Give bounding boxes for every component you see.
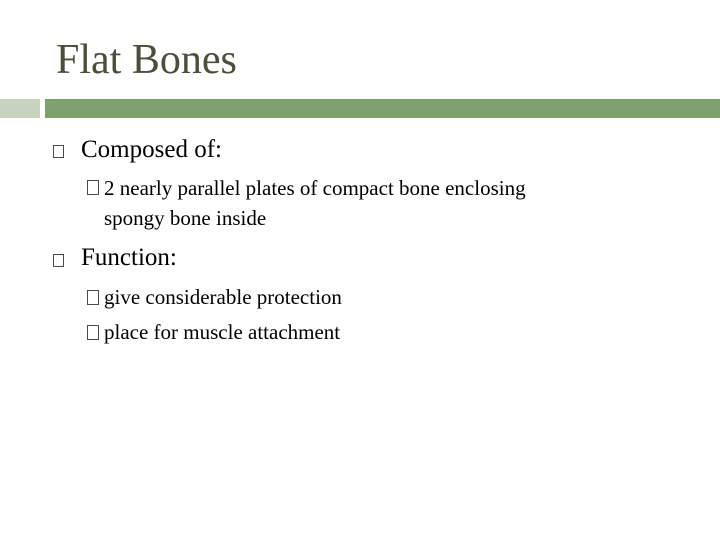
sub-bullet-box-icon [87,180,99,195]
sub-bullet-box-icon [87,325,99,340]
slide-title: Flat Bones [56,37,237,83]
section-heading-composed: Composed of: [81,136,222,163]
title-rule-right [45,99,720,118]
bullet-box-icon [53,145,64,158]
sub-bullet-box-icon [87,290,99,305]
section-heading-function: Function: [81,244,177,271]
composed-item-line-1: 2 nearly parallel plates of compact bone enclosing [104,176,526,200]
function-item-protection: give considerable protection [104,285,342,309]
bullet-box-icon [53,254,64,267]
title-rule-left [0,99,40,118]
function-item-attachment: place for muscle attachment [104,320,341,344]
composed-item-line-2: spongy bone inside [104,206,267,230]
